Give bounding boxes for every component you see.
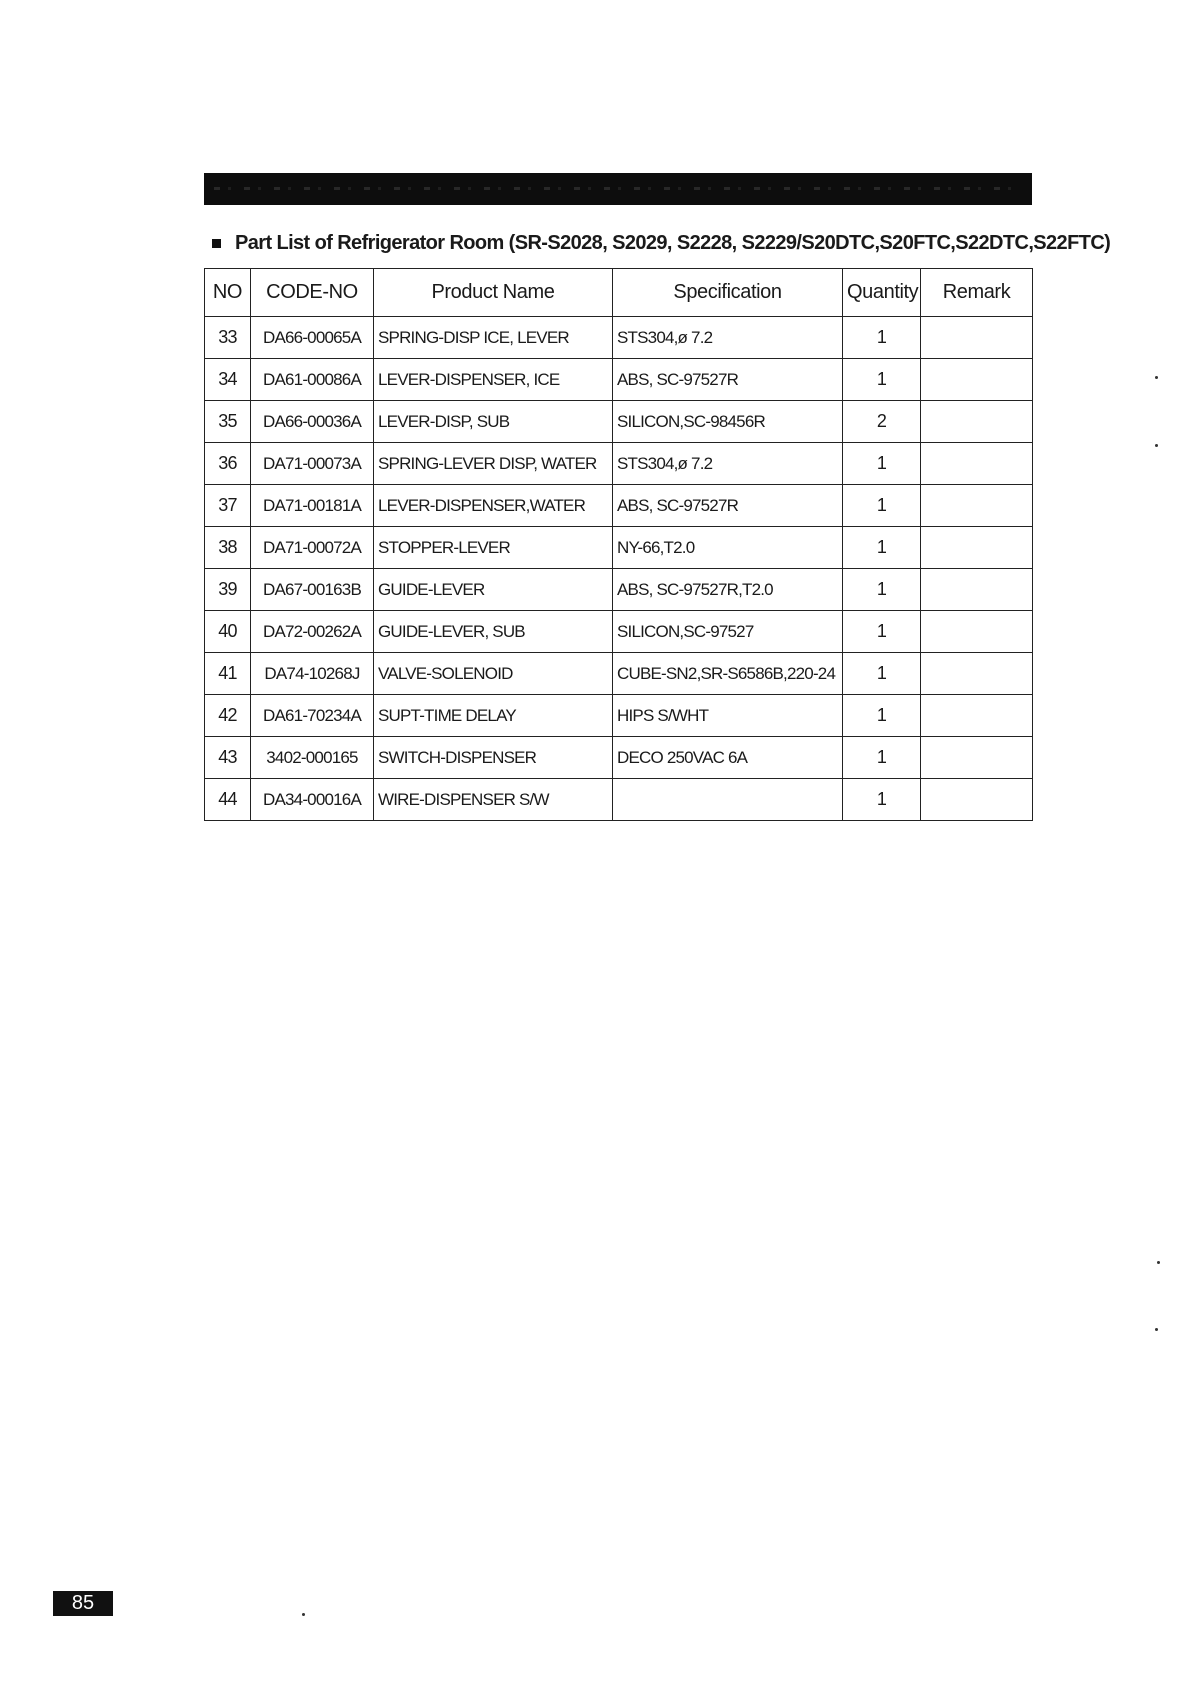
cell-specification [613,779,843,821]
parts-table [204,268,1033,821]
cell-product-name: LEVER-DISP, SUB [374,401,613,443]
cell-quantity: 1 [843,779,921,821]
cell-quantity: 1 [843,317,921,359]
cell-no: 37 [205,485,251,527]
cell-quantity: 1 [843,611,921,653]
cell-remark [921,443,1033,485]
cell-no: 33 [205,317,251,359]
cell-specification: SILICON,SC-97527 [613,611,843,653]
cell-product-name: VALVE-SOLENOID [374,653,613,695]
table-row [205,401,1033,443]
scan-speck [1155,376,1158,379]
cell-product-name: GUIDE-LEVER, SUB [374,611,613,653]
cell-no: 40 [205,611,251,653]
header-quantity: Quantity [843,269,921,317]
cell-code-no: DA34-00016A [251,779,374,821]
cell-quantity: 1 [843,653,921,695]
cell-code-no: DA61-70234A [251,695,374,737]
cell-quantity: 1 [843,359,921,401]
section-heading [212,232,1110,255]
cell-remark [921,653,1033,695]
header-no: NO [205,269,251,317]
cell-no: 36 [205,443,251,485]
cell-no: 42 [205,695,251,737]
cell-product-name: GUIDE-LEVER [374,569,613,611]
cell-code-no: DA66-00036A [251,401,374,443]
cell-product-name: SPRING-DISP ICE, LEVER [374,317,613,359]
cell-code-no: DA72-00262A [251,611,374,653]
cell-remark [921,527,1033,569]
cell-remark [921,401,1033,443]
table-header-row [205,269,1033,317]
cell-no: 44 [205,779,251,821]
cell-quantity: 2 [843,401,921,443]
cell-specification: HIPS S/WHT [613,695,843,737]
header-product-name: Product Name [374,269,613,317]
square-bullet-icon [212,239,221,248]
cell-no: 43 [205,737,251,779]
scan-speck [1155,444,1158,447]
cell-code-no: DA74-10268J [251,653,374,695]
cell-quantity: 1 [843,737,921,779]
cell-specification: CUBE-SN2,SR-S6586B,220-24 [613,653,843,695]
cell-no: 39 [205,569,251,611]
page-number: 85 [53,1591,113,1616]
cell-product-name: SWITCH-DISPENSER [374,737,613,779]
cell-code-no: DA61-00086A [251,359,374,401]
cell-specification: ABS, SC-97527R,T2.0 [613,569,843,611]
cell-specification: ABS, SC-97527R [613,485,843,527]
cell-code-no: DA71-00181A [251,485,374,527]
table-row [205,695,1033,737]
cell-product-name: STOPPER-LEVER [374,527,613,569]
scan-speck [1157,1261,1160,1264]
cell-quantity: 1 [843,695,921,737]
cell-remark [921,611,1033,653]
cell-code-no: DA67-00163B [251,569,374,611]
cell-specification: ABS, SC-97527R [613,359,843,401]
cell-specification: STS304,ø 7.2 [613,317,843,359]
header-bar-texture [214,187,1022,190]
cell-quantity: 1 [843,443,921,485]
scan-speck [1155,1328,1158,1331]
table-row [205,737,1033,779]
cell-product-name: SUPT-TIME DELAY [374,695,613,737]
section-header-bar [204,173,1032,205]
cell-no: 38 [205,527,251,569]
header-remark: Remark [921,269,1033,317]
section-title-text: Part List of Refrigerator Room (SR-S2028, S2029, S2228, S2229/S20DTC,S20FTC,S22DTC,S22FTC) [235,232,1111,254]
cell-no: 41 [205,653,251,695]
header-specification: Specification [613,269,843,317]
cell-remark [921,737,1033,779]
scan-speck [302,1613,305,1616]
table-row [205,653,1033,695]
cell-product-name: WIRE-DISPENSER S/W [374,779,613,821]
cell-product-name: LEVER-DISPENSER,WATER [374,485,613,527]
cell-remark [921,485,1033,527]
cell-remark [921,317,1033,359]
table-row [205,359,1033,401]
cell-specification: STS304,ø 7.2 [613,443,843,485]
cell-specification: DECO 250VAC 6A [613,737,843,779]
table-row [205,485,1033,527]
header-code-no: CODE-NO [251,269,374,317]
cell-remark [921,779,1033,821]
cell-quantity: 1 [843,485,921,527]
cell-no: 35 [205,401,251,443]
table-row [205,779,1033,821]
cell-product-name: SPRING-LEVER DISP, WATER [374,443,613,485]
cell-code-no: DA66-00065A [251,317,374,359]
cell-product-name: LEVER-DISPENSER, ICE [374,359,613,401]
cell-specification: NY-66,T2.0 [613,527,843,569]
cell-remark [921,695,1033,737]
cell-specification: SILICON,SC-98456R [613,401,843,443]
table-row [205,569,1033,611]
cell-remark [921,359,1033,401]
table-row [205,527,1033,569]
table-row [205,611,1033,653]
table-row [205,317,1033,359]
cell-remark [921,569,1033,611]
cell-code-no: 3402-000165 [251,737,374,779]
table-row [205,443,1033,485]
cell-code-no: DA71-00072A [251,527,374,569]
cell-quantity: 1 [843,569,921,611]
cell-no: 34 [205,359,251,401]
cell-code-no: DA71-00073A [251,443,374,485]
cell-quantity: 1 [843,527,921,569]
